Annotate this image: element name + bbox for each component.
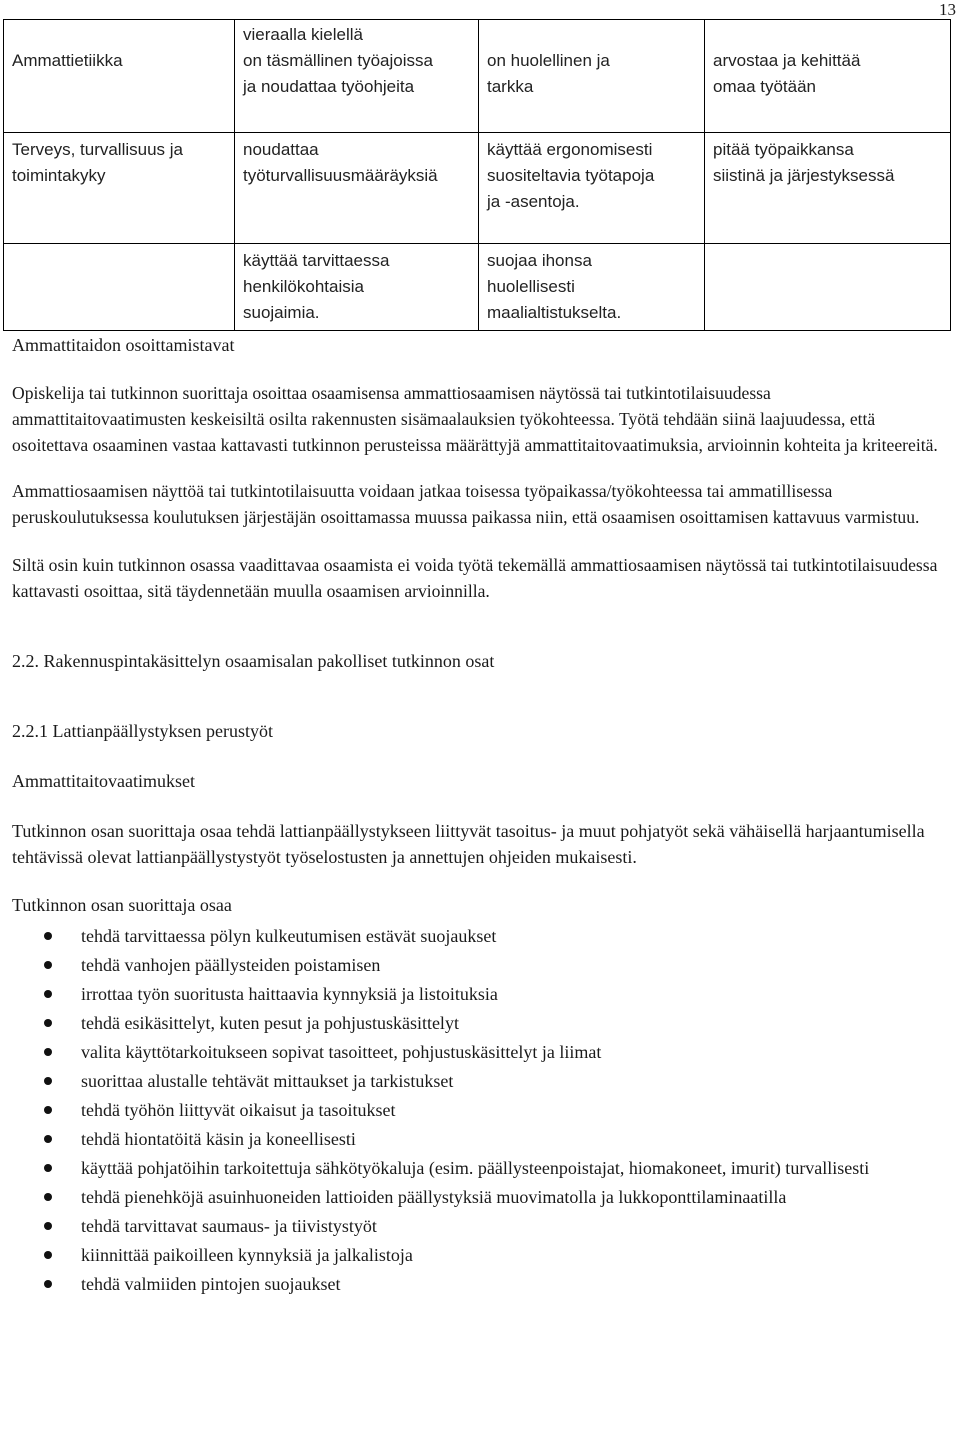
section-heading-demonstration: Ammattitaidon osoittamistavat (12, 335, 235, 355)
table-cell: arvostaa ja kehittää omaa työtään (705, 20, 951, 133)
paragraph-demonstration-3: Siltä osin kuin tutkinnon osassa vaadittavaa osaamista ei voida työtä tekemällä ammattiosaamisen näytössä tai tutkintotilaisuudessa kattavasti osoittaa, sitä täydennetään muulla osaamisen arvioinnilla. (12, 555, 938, 601)
bullet-icon (44, 1135, 52, 1143)
paragraph-requirements: Tutkinnon osan suorittaja osaa tehdä lattianpäällystykseen liittyvät tasoitus- ja muut pohjatyöt sekä vähäisellä harjaantumisella tehtävissä olevat lattianpäällystystyöt työselostusten ja annettujen ohjeiden mukaisesti. (12, 821, 925, 867)
bullet-icon (44, 1077, 52, 1085)
list-item (12, 1184, 942, 1210)
table-cell: Ammattietiikka (4, 20, 235, 133)
heading-2-2-1: 2.2.1 Lattianpäällystyksen perustyöt (12, 721, 273, 741)
list-item (12, 1097, 942, 1123)
list-item-text: tehdä työhön liittyvät oikaisut ja tasoitukset (81, 1100, 396, 1120)
bullet-icon (44, 990, 52, 998)
heading-requirements: Ammattitaitovaatimukset (12, 771, 195, 791)
bullet-icon (44, 1048, 52, 1056)
list-item-text: kiinnittää paikoilleen kynnyksiä ja jalkalistoja (81, 1245, 413, 1265)
list-item (12, 1155, 942, 1181)
paragraph-demonstration-1: Opiskelija tai tutkinnon suorittaja osoittaa osaamisensa ammattiosaamisen näytössä tai tutkintotilaisuudessa ammattitaitovaatimusten keskeisiltä osilta rakennusten sisämaalauksien työkohteessa. Työtä tehdään siinä laajuudessa, että osoitettava osaaminen vastaa kattavasti tutkinnon perusteissa määrättyjä ammattitaitovaatimuksia, arvioinnin kohteita ja kriteereitä. (12, 383, 938, 455)
list-intro: Tutkinnon osan suorittaja osaa (12, 895, 232, 915)
list-item (12, 1126, 942, 1152)
table-row (4, 20, 951, 133)
list-item (12, 1039, 942, 1065)
list-item (12, 1242, 942, 1268)
bullet-icon (44, 1193, 52, 1201)
table-cell (705, 244, 951, 331)
list-item-text: käyttää pohjatöihin tarkoitettuja sähkötyökaluja (esim. päällysteenpoistajat, hiomakoneet, imurit) turvallisesti (81, 1158, 870, 1178)
table-row (4, 133, 951, 244)
list-item-text: tehdä tarvittaessa pölyn kulkeutumisen estävät suojaukset (81, 926, 497, 946)
bullet-icon (44, 932, 52, 940)
bullet-icon (44, 1222, 52, 1230)
table-cell: Terveys, turvallisuus ja toimintakyky (4, 133, 235, 244)
list-item (12, 1010, 942, 1036)
bullet-icon (44, 1019, 52, 1027)
assessment-table (3, 19, 951, 331)
list-item-text: tehdä vanhojen päällysteiden poistamisen (81, 955, 381, 975)
page-number: 13 (939, 0, 956, 19)
table-cell: vieraalla kielellä on täsmällinen työajoissa ja noudattaa työohjeita (235, 20, 479, 133)
list-item-text: tehdä valmiiden pintojen suojaukset (81, 1274, 341, 1294)
list-item (12, 952, 942, 978)
table-cell: pitää työpaikkansa siistinä ja järjestyksessä (705, 133, 951, 244)
document-body (12, 332, 942, 1300)
table-cell: käyttää ergonomisesti suositeltavia työtapoja ja -asentoja. (479, 133, 705, 244)
list-item (12, 1068, 942, 1094)
paragraph-demonstration-2: Ammattiosaamisen näyttöä tai tutkintotilaisuutta voidaan jatkaa toisessa työpaikassa/työkohteessa tai ammatillisessa peruskoulutuksessa koulutuksen järjestäjän osoittamassa muussa paikassa niin, että osaamisen osoittamisen kattavuus varmistuu. (12, 481, 920, 527)
bullet-icon (44, 1280, 52, 1288)
list-item (12, 1213, 942, 1239)
list-item-text: valita käyttötarkoitukseen sopivat tasoitteet, pohjustuskäsittelyt ja liimat (81, 1042, 602, 1062)
table-row (4, 244, 951, 331)
list-item-text: irrottaa työn suoritusta haittaavia kynnyksiä ja listoituksia (81, 984, 498, 1004)
table-cell: käyttää tarvittaessa henkilökohtaisia suojaimia. (235, 244, 479, 331)
list-item (12, 981, 942, 1007)
table-cell: suojaa ihonsa huolellisesti maalialtistukselta. (479, 244, 705, 331)
list-item (12, 1271, 942, 1297)
list-item-text: tehdä hiontatöitä käsin ja koneellisesti (81, 1129, 356, 1149)
list-item-text: tehdä tarvittavat saumaus- ja tiivistystyöt (81, 1216, 377, 1236)
table-cell (4, 244, 235, 331)
bullet-icon (44, 1106, 52, 1114)
table-cell: noudattaa työturvallisuusmääräyksiä (235, 133, 479, 244)
bullet-icon (44, 1164, 52, 1172)
list-item-text: suorittaa alustalle tehtävät mittaukset ja tarkistukset (81, 1071, 454, 1091)
heading-2-2: 2.2. Rakennuspintakäsittelyn osaamisalan pakolliset tutkinnon osat (12, 651, 495, 671)
requirements-list (12, 923, 942, 1297)
bullet-icon (44, 961, 52, 969)
list-item-text: tehdä pienehköjä asuinhuoneiden lattioiden päällystyksiä muovimatolla ja lukkoponttilaminaatilla (81, 1187, 787, 1207)
list-item (12, 923, 942, 949)
table-cell: on huolellinen ja tarkka (479, 20, 705, 133)
bullet-icon (44, 1251, 52, 1259)
list-item-text: tehdä esikäsittelyt, kuten pesut ja pohjustuskäsittelyt (81, 1013, 459, 1033)
